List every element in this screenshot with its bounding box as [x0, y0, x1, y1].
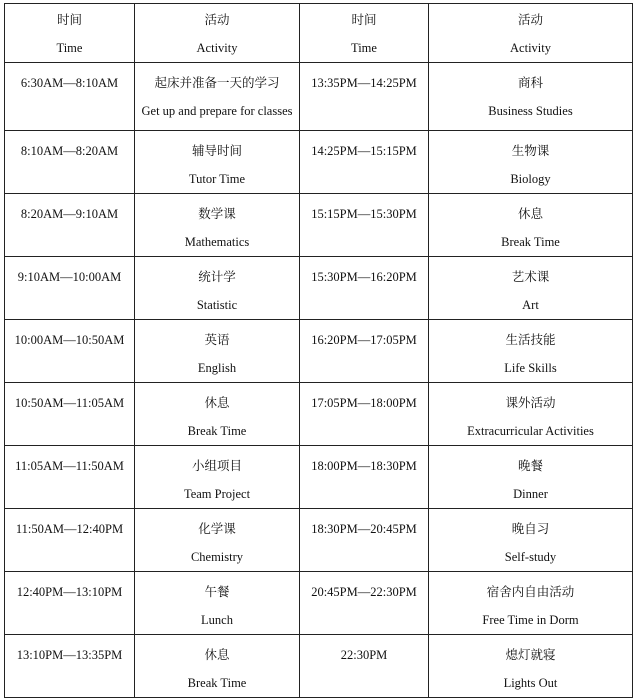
table-row [5, 446, 633, 509]
table-row [5, 572, 633, 635]
afternoon-activity-cell [429, 320, 633, 383]
activity-zh-text: 午餐 [204, 585, 230, 599]
morning-time-cell [5, 572, 135, 635]
afternoon-time-cell [300, 320, 429, 383]
activity-en-text: Chemistry [190, 550, 244, 564]
activity-zh-text: 休息 [204, 396, 230, 410]
morning-activity-cell [135, 572, 300, 635]
header-time-en: Time [351, 41, 377, 55]
time-range-text: 10:50AM—11:05AM [14, 396, 125, 410]
activity-en-text: Life Skills [504, 361, 557, 375]
table-row [5, 63, 633, 131]
header-time-en: Time [56, 41, 83, 55]
morning-time-cell [5, 194, 135, 257]
activity-en-text: Lunch [201, 613, 233, 627]
afternoon-time-cell [300, 194, 429, 257]
afternoon-activity-cell [429, 509, 633, 572]
header-time-left [5, 4, 135, 63]
activity-en-text: Free Time in Dorm [482, 613, 579, 627]
afternoon-time-cell [300, 509, 429, 572]
morning-activity-cell [135, 446, 300, 509]
time-range-text: 13:10PM—13:35PM [16, 648, 123, 662]
afternoon-activity-cell [429, 572, 633, 635]
activity-en-text: Break Time [501, 235, 560, 249]
time-range-text: 14:25PM—15:15PM [311, 144, 417, 158]
afternoon-time-cell [300, 63, 429, 131]
table-row [5, 509, 633, 572]
time-range-text: 18:30PM—20:45PM [311, 522, 417, 536]
activity-en-text: Break Time [187, 676, 247, 690]
activity-en-text: Tutor Time [188, 172, 246, 186]
table-row [5, 383, 633, 446]
time-range-text: 17:05PM—18:00PM [311, 396, 417, 410]
afternoon-activity-cell [429, 194, 633, 257]
activity-en-text: Mathematics [184, 235, 250, 249]
afternoon-activity-cell [429, 446, 633, 509]
time-range-text: 8:10AM—8:20AM [20, 144, 119, 158]
afternoon-time-cell [300, 257, 429, 320]
activity-zh-text: 商科 [517, 76, 543, 90]
header-activity-left [135, 4, 300, 63]
activity-zh-text: 课外活动 [505, 396, 556, 410]
activity-zh-text: 化学课 [198, 522, 236, 536]
schedule-body [5, 63, 633, 698]
activity-en-text: Biology [510, 172, 551, 186]
activity-zh-text: 生物课 [511, 144, 550, 158]
activity-en-text: Get up and prepare for classes [141, 104, 293, 118]
activity-zh-text: 起床并准备一天的学习 [154, 76, 280, 90]
activity-en-text: Self-study [504, 550, 557, 564]
activity-en-text: English [197, 361, 237, 375]
activity-zh-text: 晚自习 [511, 522, 550, 536]
activity-zh-text: 数学课 [198, 207, 236, 221]
activity-zh-text: 统计学 [198, 270, 236, 284]
morning-time-cell [5, 383, 135, 446]
activity-en-text: Art [522, 298, 539, 312]
morning-time-cell [5, 509, 135, 572]
morning-time-cell [5, 257, 135, 320]
header-time-zh: 时间 [351, 13, 377, 27]
morning-activity-cell [135, 320, 300, 383]
activity-zh-text: 熄灯就寝 [505, 648, 556, 662]
afternoon-time-cell [300, 572, 429, 635]
afternoon-time-cell [300, 383, 429, 446]
activity-en-text: Dinner [513, 487, 548, 501]
activity-en-text: Statistic [196, 298, 238, 312]
time-range-text: 22:30PM [340, 648, 388, 662]
activity-zh-text: 英语 [204, 333, 230, 347]
time-range-text: 8:20AM—9:10AM [20, 207, 119, 221]
table-header-row [5, 4, 633, 63]
morning-activity-cell [135, 131, 300, 194]
activity-zh-text: 休息 [204, 648, 230, 662]
afternoon-activity-cell [429, 257, 633, 320]
time-range-text: 16:20PM—17:05PM [311, 333, 417, 347]
time-range-text: 11:50AM—12:40PM [15, 522, 124, 536]
header-activity-zh: 活动 [517, 13, 543, 27]
table-row [5, 131, 633, 194]
time-range-text: 6:30AM—8:10AM [20, 76, 119, 90]
table-row [5, 194, 633, 257]
header-activity-zh: 活动 [204, 13, 230, 27]
time-range-text: 12:40PM—13:10PM [16, 585, 123, 599]
table-row [5, 320, 633, 383]
time-range-text: 9:10AM—10:00AM [17, 270, 122, 284]
time-range-text: 15:15PM—15:30PM [311, 207, 417, 221]
morning-time-cell [5, 131, 135, 194]
activity-zh-text: 生活技能 [505, 333, 556, 347]
activity-en-text: Extracurricular Activities [467, 424, 594, 438]
header-activity-right [429, 4, 633, 63]
afternoon-time-cell [300, 131, 429, 194]
header-activity-en: Activity [196, 41, 238, 55]
morning-activity-cell [135, 257, 300, 320]
time-range-text: 20:45PM—22:30PM [311, 585, 417, 599]
afternoon-activity-cell [429, 63, 633, 131]
header-activity-en: Activity [510, 41, 551, 55]
activity-en-text: Business Studies [488, 104, 573, 118]
morning-time-cell [5, 446, 135, 509]
activity-zh-text: 艺术课 [511, 270, 550, 284]
activity-zh-text: 小组项目 [191, 459, 242, 473]
time-range-text: 15:30PM—16:20PM [311, 270, 417, 284]
time-range-text: 11:05AM—11:50AM [15, 459, 124, 473]
afternoon-activity-cell [429, 383, 633, 446]
activity-en-text: Break Time [187, 424, 247, 438]
time-range-text: 18:00PM—18:30PM [311, 459, 417, 473]
morning-activity-cell [135, 194, 300, 257]
afternoon-activity-cell [429, 131, 633, 194]
schedule-table [4, 3, 633, 698]
time-range-text: 10:00AM—10:50AM [14, 333, 125, 347]
activity-zh-text: 辅导时间 [191, 144, 242, 158]
afternoon-time-cell [300, 446, 429, 509]
morning-activity-cell [135, 383, 300, 446]
activity-zh-text: 宿舍内自由活动 [486, 585, 575, 599]
activity-en-text: Lights Out [503, 676, 558, 690]
activity-zh-text: 晚餐 [517, 459, 543, 473]
time-range-text: 13:35PM—14:25PM [311, 76, 417, 90]
header-time-right [300, 4, 429, 63]
morning-activity-cell [135, 509, 300, 572]
activity-zh-text: 休息 [517, 207, 543, 221]
morning-time-cell [5, 320, 135, 383]
activity-en-text: Team Project [183, 487, 251, 501]
table-row [5, 257, 633, 320]
morning-time-cell [5, 63, 135, 131]
header-time-zh: 时间 [56, 13, 82, 27]
morning-activity-cell [135, 63, 300, 131]
